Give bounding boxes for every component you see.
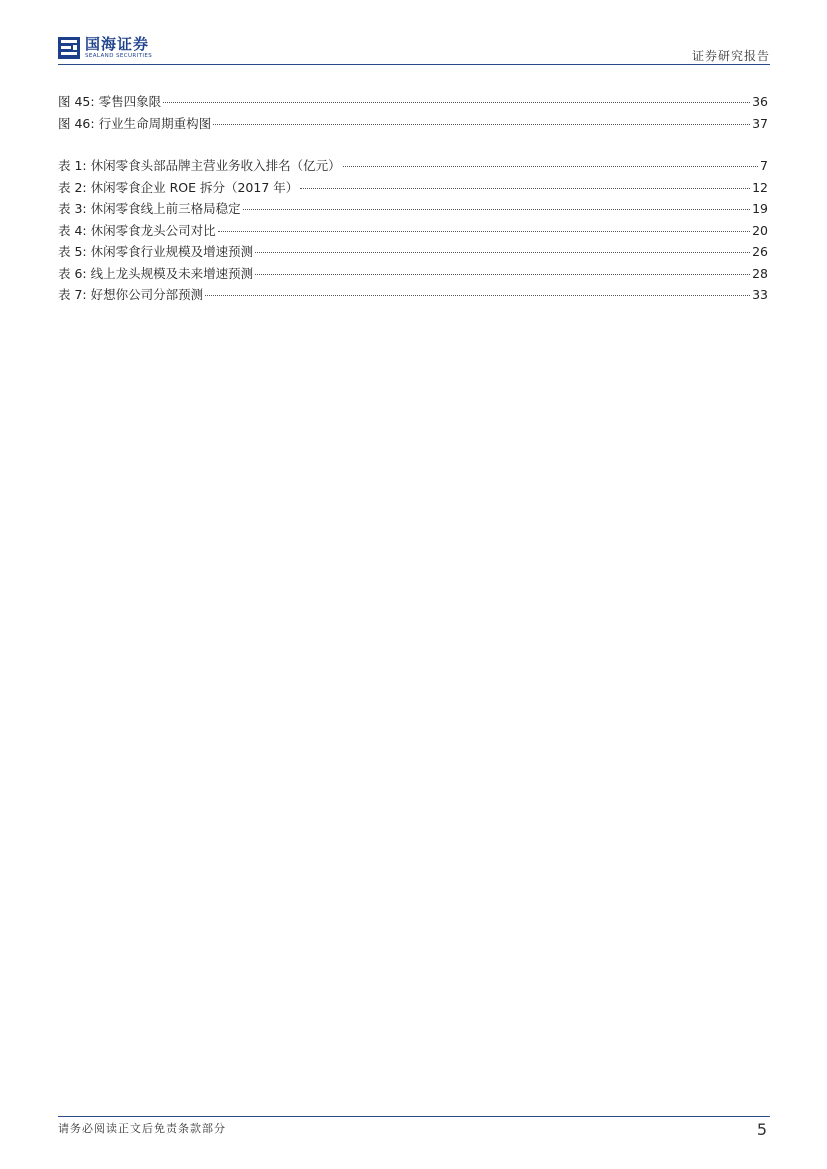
page-number: 5: [756, 1120, 767, 1139]
toc-entry-page: 19: [752, 201, 768, 216]
toc-entry-page: 28: [752, 265, 768, 281]
toc-dot-leader: [163, 102, 750, 103]
sealand-logo-icon: [58, 36, 80, 60]
toc-entry-table-1[interactable]: [58, 156, 768, 178]
toc-entry-label: 图 45: 零售四象限: [58, 94, 162, 109]
toc-entry-table-5[interactable]: [58, 242, 768, 264]
toc-dot-leader: [255, 252, 750, 253]
toc-entry-figure-46[interactable]: [58, 114, 768, 136]
logo-english-name: SEALAND SECURITIES: [85, 53, 153, 59]
report-type-label: 证券研究报告: [691, 49, 770, 63]
company-logo: [58, 36, 152, 64]
toc-entry-page: 37: [752, 115, 768, 131]
toc-entry-page: 12: [752, 179, 768, 195]
toc-dot-leader: [300, 188, 750, 189]
toc-entry-table-2[interactable]: [58, 178, 768, 200]
toc-entry-page: 7: [760, 158, 768, 173]
toc-entry-label: 图 46: 行业生命周期重构图: [58, 115, 212, 131]
toc-dot-leader: [243, 209, 750, 210]
toc-entry-label: 表 2: 休闲零食企业 ROE 拆分（2017 年）: [58, 179, 299, 195]
footer-divider: [58, 1116, 770, 1117]
toc-entry-page: 20: [752, 222, 768, 238]
table-of-contents: [58, 92, 768, 307]
toc-dot-leader: [213, 124, 750, 125]
toc-entry-page: 36: [752, 94, 768, 109]
toc-entry-label: 表 6: 线上龙头规模及未来增速预测: [58, 265, 254, 281]
footer-disclaimer: 请务必阅读正文后免责条款部分: [58, 1122, 226, 1135]
toc-entry-table-6[interactable]: [58, 264, 768, 286]
toc-entry-label: 表 3: 休闲零食线上前三格局稳定: [58, 201, 241, 216]
toc-dot-leader: [205, 295, 750, 296]
toc-dot-leader: [343, 166, 758, 167]
page-header: [58, 36, 770, 66]
toc-entry-page: 26: [752, 244, 768, 259]
toc-entry-label: 表 1: 休闲零食头部品牌主营业务收入排名（亿元）: [58, 158, 341, 173]
toc-dot-leader: [255, 274, 750, 275]
toc-dot-leader: [218, 231, 750, 232]
logo-chinese-name: 国海证券: [85, 35, 150, 53]
toc-entry-table-4[interactable]: [58, 221, 768, 243]
toc-entry-table-3[interactable]: [58, 199, 768, 221]
header-divider: [58, 64, 770, 65]
toc-entry-page: 33: [752, 287, 768, 302]
toc-entry-label: 表 4: 休闲零食龙头公司对比: [58, 222, 216, 238]
toc-entry-label: 表 5: 休闲零食行业规模及增速预测: [58, 244, 254, 259]
toc-entry-table-7[interactable]: [58, 285, 768, 307]
toc-entry-label: 表 7: 好想你公司分部预测: [58, 287, 204, 302]
toc-entry-figure-45[interactable]: [58, 92, 768, 114]
